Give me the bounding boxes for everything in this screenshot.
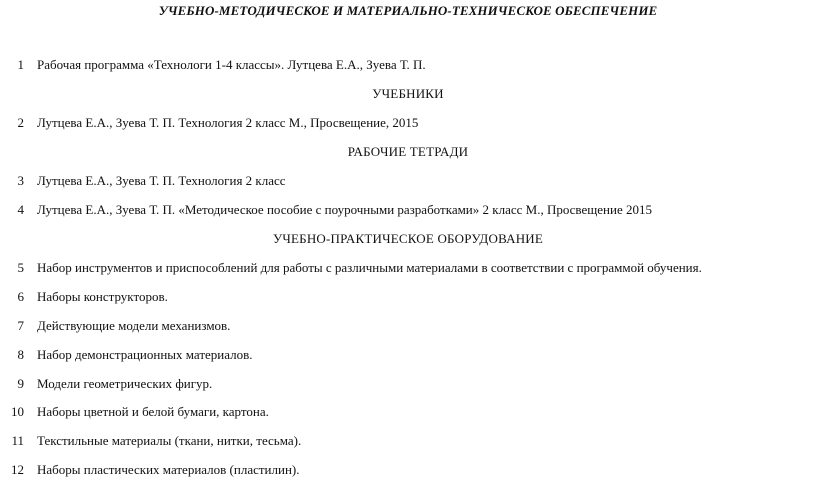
item-number: 12 [11, 462, 24, 477]
item-number: 8 [17, 347, 24, 362]
item-text: Набор инструментов и приспособлений для работы с различными материалами в соответствии с программой обучения. [37, 260, 702, 275]
list-item [0, 201, 816, 219]
item-number: 11 [11, 433, 24, 448]
item-text: Лутцева Е.А., Зуева Т. П. «Методическое пособие с поурочными разработками» 2 класс М., Просвещение 2015 [37, 202, 652, 217]
item-number: 6 [17, 289, 24, 304]
item-text: Рабочая программа «Технологи 1-4 классы». Лутцева Е.А., Зуева Т. П. [37, 57, 426, 72]
item-number: 10 [11, 404, 24, 419]
list-item [0, 288, 816, 306]
item-number: 2 [17, 115, 24, 130]
item-text: Наборы конструкторов. [37, 289, 168, 304]
item-text: Набор демонстрационных материалов. [37, 347, 253, 362]
list-item [0, 259, 816, 277]
item-text: Наборы цветной и белой бумаги, картона. [37, 404, 269, 419]
list-item [0, 114, 816, 132]
item-number: 7 [17, 318, 24, 333]
list-item [0, 317, 816, 335]
list-item [0, 432, 816, 450]
item-text: Наборы пластических материалов (пластилин). [37, 462, 300, 477]
item-number: 1 [17, 57, 24, 72]
list-item [0, 56, 816, 74]
list-item [0, 461, 816, 479]
item-number: 9 [17, 376, 24, 391]
item-number: 3 [17, 173, 24, 188]
item-text: Модели геометрических фигур. [37, 376, 213, 391]
item-text: Действующие модели механизмов. [37, 318, 231, 333]
item-number: 5 [17, 260, 24, 275]
item-text: Текстильные материалы (ткани, нитки, тесьма). [37, 433, 302, 448]
section-heading-workbooks: РАБОЧИЕ ТЕТРАДИ [347, 144, 469, 159]
list-item [0, 346, 816, 364]
document-title: УЧЕБНО-МЕТОДИЧЕСКОЕ И МАТЕРИАЛЬНО-ТЕХНИЧЕСКОЕ ОБЕСПЕЧЕНИЕ [158, 3, 658, 18]
item-text: Лутцева Е.А., Зуева Т. П. Технология 2 класс М., Просвещение, 2015 [37, 115, 419, 130]
list-item [0, 403, 816, 421]
section-heading-equipment: УЧЕБНО-ПРАКТИЧЕСКОЕ ОБОРУДОВАНИЕ [272, 231, 544, 246]
list-item [0, 172, 816, 190]
item-text: Лутцева Е.А., Зуева Т. П. Технология 2 класс [37, 173, 286, 188]
list-item [0, 375, 816, 393]
item-number: 4 [17, 202, 24, 217]
section-heading-textbooks: УЧЕБНИКИ [372, 86, 444, 101]
